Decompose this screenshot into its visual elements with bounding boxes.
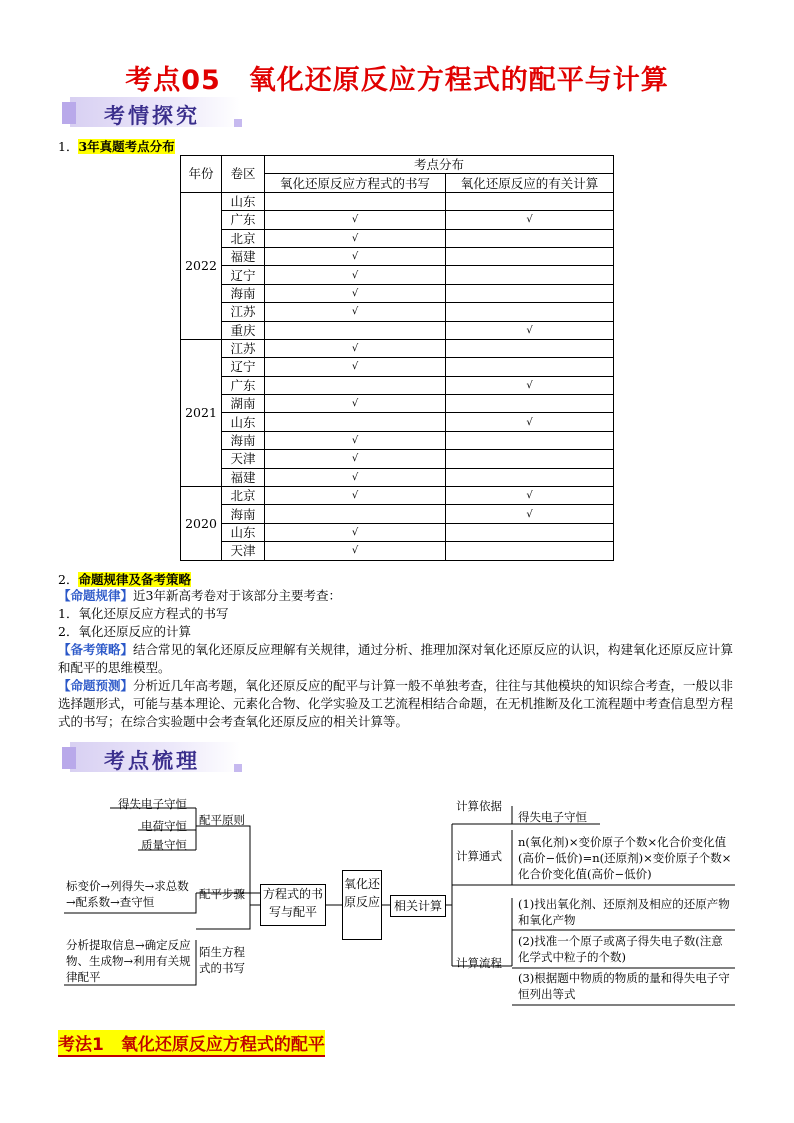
area-cell: 辽宁: [222, 358, 265, 376]
area-cell: 广东: [222, 376, 265, 394]
mm-process-2: (2)找准一个原子或离子得失电子数(注意化学式中粒子的个数): [518, 934, 723, 964]
area-cell: 天津: [222, 542, 265, 560]
check-cell: √: [265, 266, 446, 284]
mm-box-calc: 相关计算: [390, 895, 446, 917]
mm-branch-steps: 配平步骤: [199, 887, 245, 901]
area-cell: 湖南: [222, 395, 265, 413]
check-cell: √: [265, 339, 446, 357]
heading-label: 3年真题考点分布: [78, 139, 175, 154]
check-cell: √: [265, 211, 446, 229]
area-cell: 江苏: [222, 339, 265, 357]
check-cell: √: [265, 450, 446, 468]
tag-rule: 【命题规律】: [58, 588, 134, 603]
mm-formula-text: n(氧化剂)×变价原子个数×化合价变化值(高价−低价)=n(还原剂)×变价原子个数×化合价变化值(高价−低价): [518, 835, 732, 881]
header-area: 卷区: [222, 156, 265, 193]
mm-branch-basis: 计算依据: [456, 799, 502, 813]
year-cell: 2022: [181, 192, 222, 339]
mm-branch-unfamiliar: 陌生方程式的书写: [199, 945, 245, 975]
mm-steps-text: 标变价→列得失→求总数→配系数→查守恒: [66, 879, 189, 909]
area-cell: 北京: [222, 229, 265, 247]
mm-box-center: 氧化还原反应: [342, 870, 382, 940]
check-cell: √: [265, 247, 446, 265]
check-cell: √: [446, 321, 614, 339]
header-col-writing: 氧化还原反应方程式的书写: [265, 174, 446, 192]
header-col-calc: 氧化还原反应的有关计算: [446, 174, 614, 192]
area-cell: 重庆: [222, 321, 265, 339]
para-text: 结合常见的氧化还原反应理解有关规律，通过分析、推理加深对氧化还原反应的认识，构建氧化还原反应计算和配平的思维模型。: [58, 642, 734, 675]
tag-strategy: 【备考策略】: [58, 642, 134, 657]
check-cell: √: [265, 468, 446, 486]
area-cell: 海南: [222, 431, 265, 449]
para-text: 近3年新高考卷对于该部分主要考查：: [133, 588, 341, 603]
area-cell: 山东: [222, 523, 265, 541]
year-cell: 2021: [181, 339, 222, 486]
section-heading-method1: 考法1 氧化还原反应方程式的配平: [58, 1030, 325, 1057]
para-item1: 1．氧化还原反应方程式的书写: [58, 606, 229, 621]
check-cell: √: [446, 211, 614, 229]
mm-basis-text: 得失电子守恒: [518, 810, 587, 824]
area-cell: 广东: [222, 211, 265, 229]
area-cell: 北京: [222, 487, 265, 505]
area-cell: 海南: [222, 505, 265, 523]
header-distribution: 考点分布: [265, 156, 614, 174]
heading-label: 命题规律及备考策略: [78, 572, 191, 587]
page-title: 考点05 氧化还原反应方程式的配平与计算: [125, 65, 669, 96]
area-cell: 天津: [222, 450, 265, 468]
check-cell: √: [265, 229, 446, 247]
check-cell: √: [446, 376, 614, 394]
area-cell: 福建: [222, 247, 265, 265]
mm-process-1: (1)找出氧化剂、还原剂及相应的还原产物和氧化产物: [518, 897, 730, 927]
tag-prediction: 【命题预测】: [58, 678, 134, 693]
area-cell: 山东: [222, 192, 265, 210]
mm-process-3: (3)根据题中物质的物质的量和得失电子守恒列出等式: [518, 971, 730, 1001]
mm-unfamiliar-text: 分析提取信息→确定反应物、生成物→利用有关规律配平: [66, 938, 191, 984]
check-cell: √: [265, 487, 446, 505]
para-text: 分析近几年高考题，氧化还原反应的配平与计算一般不单独考查，往往与其他模块的知识综合考查，一般以非选择题形式，可能与基本理论、元素化合物、化学实验及工艺流程相结合命题，在无机推断及化工流程题中考查信息型方程式的书写；在综合实验题中会考查氧化还原反应的相关计算等。: [58, 678, 734, 729]
mm-branch-process: 计算流程: [456, 956, 502, 970]
check-cell: √: [446, 413, 614, 431]
header-year: 年份: [181, 156, 222, 193]
check-cell: √: [265, 523, 446, 541]
heading-number: 1．: [58, 139, 79, 154]
banner-label: 考点梳理: [104, 749, 200, 773]
check-cell: √: [265, 303, 446, 321]
check-cell: √: [265, 431, 446, 449]
check-cell: √: [446, 505, 614, 523]
mm-left-c: 质量守恒: [141, 838, 187, 852]
check-cell: √: [265, 284, 446, 302]
mm-branch-formula: 计算通式: [456, 849, 502, 863]
mm-left-b: 电荷守恒: [141, 819, 187, 833]
mm-left-a: 得失电子守恒: [118, 797, 187, 811]
check-cell: √: [265, 358, 446, 376]
area-cell: 江苏: [222, 303, 265, 321]
year-cell: 2020: [181, 487, 222, 561]
area-cell: 山东: [222, 413, 265, 431]
check-cell: √: [265, 395, 446, 413]
area-cell: 福建: [222, 468, 265, 486]
area-cell: 辽宁: [222, 266, 265, 284]
check-cell: √: [265, 542, 446, 560]
area-cell: 海南: [222, 284, 265, 302]
heading-number: 2．: [58, 572, 79, 587]
para-item2: 2．氧化还原反应的计算: [58, 624, 191, 639]
banner-label: 考情探究: [104, 104, 200, 128]
check-cell: √: [446, 487, 614, 505]
mm-box-writing: 方程式的书写与配平: [260, 884, 326, 926]
mm-branch-principle: 配平原则: [199, 813, 245, 827]
